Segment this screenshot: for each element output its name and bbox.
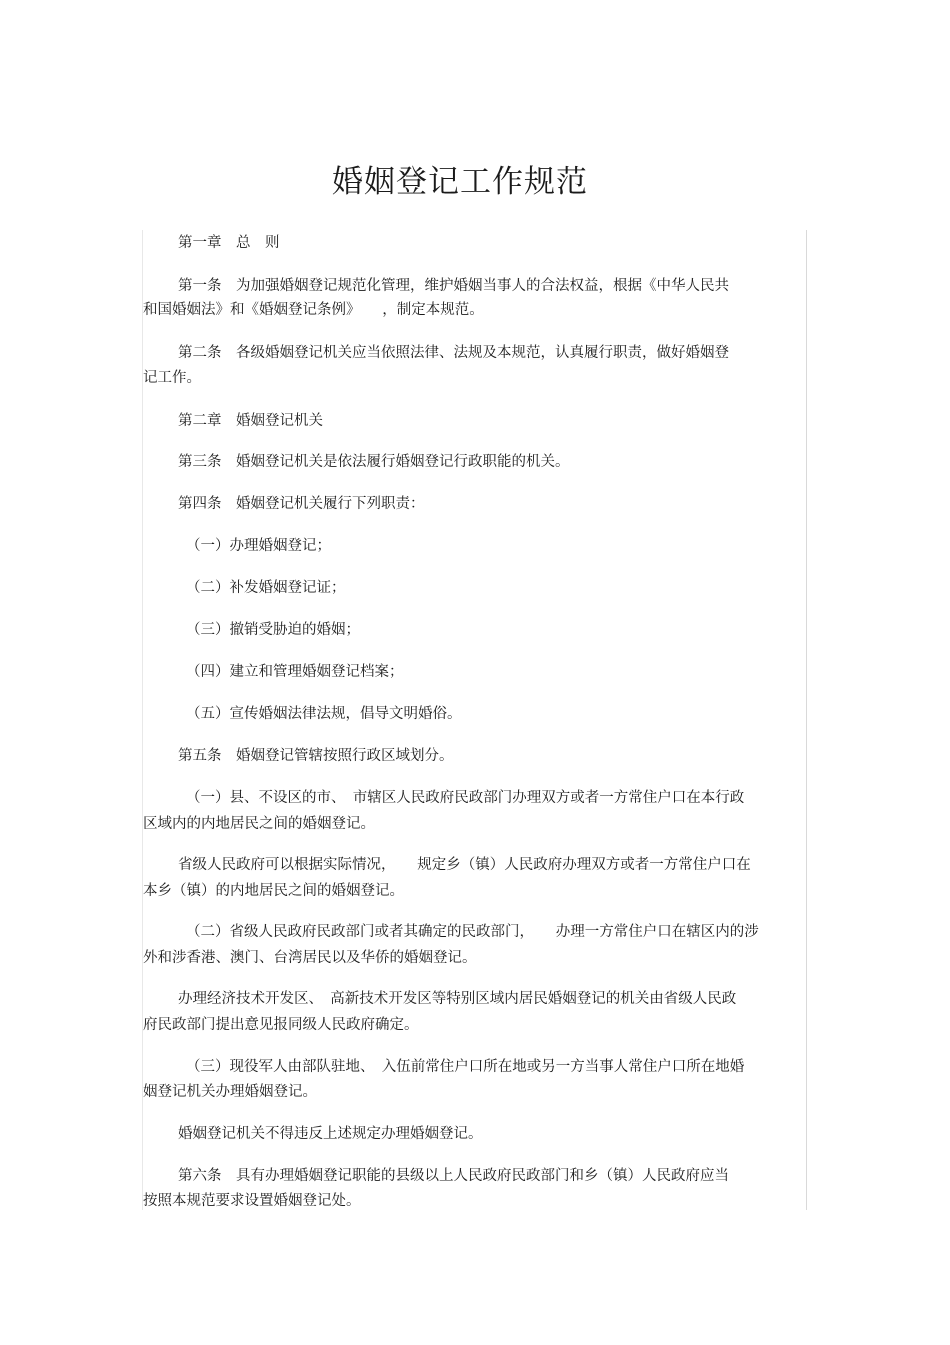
chapter-heading: 第一章 总 则 xyxy=(178,235,280,251)
article-line: 第四条 婚姻登记机关履行下列职责： xyxy=(178,496,425,512)
document-title: 婚姻登记工作规范 xyxy=(332,164,588,200)
list-item: （二）省级人民政府民政部门或者其确定的民政部门， 办理一方常住户口在辖区内的涉 xyxy=(186,924,759,940)
list-item: （一）县、不设区的市、 市辖区人民政府民政部门办理双方或者一方常住户口在本行政 xyxy=(186,790,745,806)
article-line: 第二条 各级婚姻登记机关应当依照法律、法规及本规范，认真履行职责，做好婚姻登 xyxy=(178,345,729,361)
list-item: （四）建立和管理婚姻登记档案； xyxy=(186,664,404,680)
article-line: 第三条 婚姻登记机关是依法履行婚姻登记行政职能的机关。 xyxy=(178,454,570,470)
article-line: 按照本规范要求设置婚姻登记处。 xyxy=(143,1193,361,1209)
list-item: （二）补发婚姻登记证； xyxy=(186,580,346,596)
article-line: 第一条 为加强婚姻登记规范化管理，维护婚姻当事人的合法权益，根据《中华人民共 xyxy=(178,278,729,294)
paragraph-line: 区域内的内地居民之间的婚姻登记。 xyxy=(143,816,375,832)
list-item: （五）宣传婚姻法律法规，倡导文明婚俗。 xyxy=(186,706,462,722)
list-item: （三）现役军人由部队驻地、 入伍前常住户口所在地或另一方当事人常住户口所在地婚 xyxy=(186,1059,745,1075)
paragraph-line: 本乡（镇）的内地居民之间的婚姻登记。 xyxy=(143,883,404,899)
article-line: 和国婚姻法》和《婚姻登记条例》 ，制定本规范。 xyxy=(143,302,484,318)
chapter-heading: 第二章 婚姻登记机关 xyxy=(178,413,323,429)
article-line: 记工作。 xyxy=(143,370,201,386)
paragraph-line: 省级人民政府可以根据实际情况， 规定乡（镇）人民政府办理双方或者一方常住户口在 xyxy=(178,857,751,873)
paragraph-line: 办理经济技术开发区、 高新技术开发区等特别区域内居民婚姻登记的机关由省级人民政 xyxy=(178,991,737,1007)
article-line: 第五条 婚姻登记管辖按照行政区域划分。 xyxy=(178,748,454,764)
list-item: （一）办理婚姻登记； xyxy=(186,538,331,554)
page-border-right xyxy=(806,230,807,1210)
paragraph-line: 婚姻登记机关不得违反上述规定办理婚姻登记。 xyxy=(178,1126,483,1142)
article-line: 第六条 具有办理婚姻登记职能的县级以上人民政府民政部门和乡（镇）人民政府应当 xyxy=(178,1168,729,1184)
paragraph-line: 姻登记机关办理婚姻登记。 xyxy=(143,1084,317,1100)
paragraph-line: 外和涉香港、澳门、台湾居民以及华侨的婚姻登记。 xyxy=(143,950,477,966)
list-item: （三）撤销受胁迫的婚姻； xyxy=(186,622,360,638)
paragraph-line: 府民政部门提出意见报同级人民政府确定。 xyxy=(143,1017,419,1033)
